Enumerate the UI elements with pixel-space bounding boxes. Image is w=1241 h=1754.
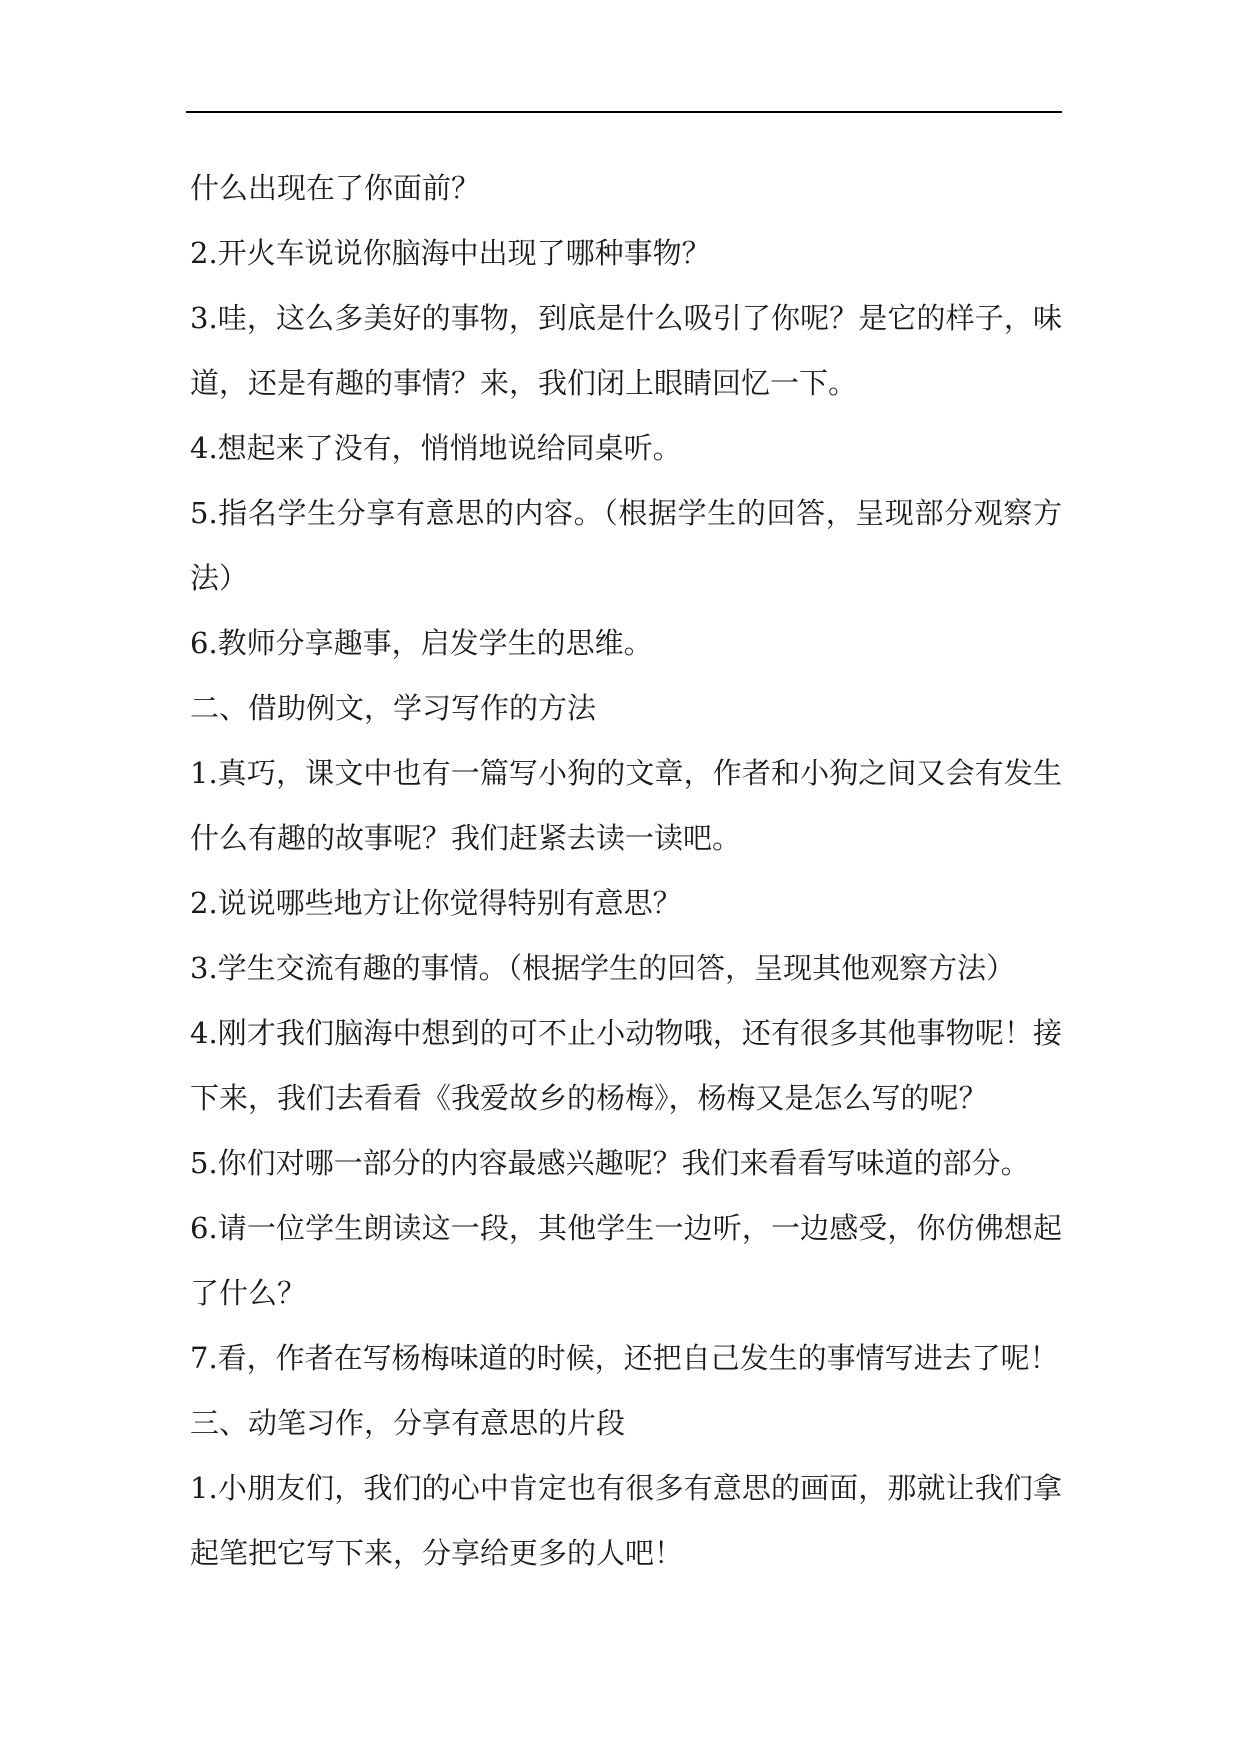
text-line: 7.看，作者在写杨梅味道的时候，还把自己发生的事情写进去了呢！ (190, 1341, 1059, 1375)
document-body (190, 156, 1062, 1586)
section-heading: 三、动笔习作，分享有意思的片段 (190, 1406, 626, 1440)
text-line: 什么出现在了你面前？ (190, 171, 481, 205)
text-line: 法） (190, 561, 249, 595)
text-line: 1.真巧，课文中也有一篇写小狗的文章，作者和小狗之间又会有发生 (190, 756, 1062, 790)
section-heading: 二、借助例文，学习写作的方法 (190, 691, 597, 725)
text-line: 2.说说哪些地方让你觉得特别有意思？ (190, 886, 682, 920)
text-line: 3.哇，这么多美好的事物，到底是什么吸引了你呢？是它的样子，味 (190, 301, 1062, 335)
text-line: 1.小朋友们，我们的心中肯定也有很多有意思的画面，那就让我们拿 (190, 1471, 1062, 1505)
text-line: 下来，我们去看看《我爱故乡的杨梅》，杨梅又是怎么写的呢？ (190, 1081, 988, 1115)
text-line: 5.你们对哪一部分的内容最感兴趣呢？我们来看看写味道的部分。 (190, 1146, 1030, 1180)
text-line: 4.想起来了没有，悄悄地说给同桌听。 (190, 431, 682, 465)
text-line: 5.指名学生分享有意思的内容。（根据学生的回答，呈现部分观察方 (190, 496, 1062, 530)
text-line: 4.刚才我们脑海中想到的可不止小动物哦，还有很多其他事物呢！接 (190, 1016, 1062, 1050)
text-line: 了什么？ (190, 1276, 307, 1310)
text-line: 道，还是有趣的事情？来，我们闭上眼睛回忆一下。 (190, 366, 858, 400)
text-line: 2.开火车说说你脑海中出现了哪种事物？ (190, 236, 711, 270)
header-rule (186, 111, 1062, 113)
text-line: 6.请一位学生朗读这一段，其他学生一边听，一边感受，你仿佛想起 (190, 1211, 1062, 1245)
text-line: 3.学生交流有趣的事情。（根据学生的回答，呈现其他观察方法） (190, 951, 1016, 985)
text-line: 6.教师分享趣事，启发学生的思维。 (190, 626, 653, 660)
text-line: 什么有趣的故事呢？我们赶紧去读一读吧。 (190, 821, 742, 855)
text-line: 起笔把它写下来，分享给更多的人吧！ (190, 1536, 684, 1570)
